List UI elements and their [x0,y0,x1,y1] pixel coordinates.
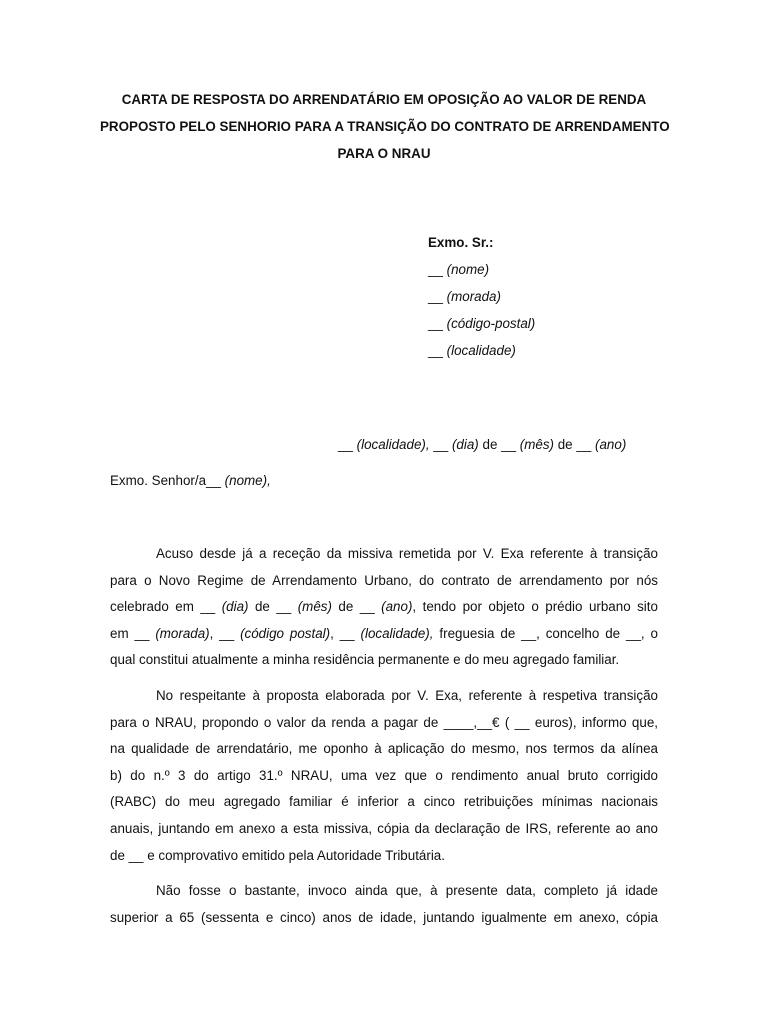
paragraph-1-line-5: qual constitui atualmente a minha residência permanente e do meu agregado familiar. [110,652,620,668]
blank: __ [428,343,443,358]
blank: __ [338,437,353,452]
date-month-placeholder: (mês) [519,437,554,452]
postal-code-placeholder: (código postal) [240,625,331,641]
addressee-name-placeholder: (nome) [446,262,490,277]
paragraph-2-line-2: para o NRAU, propondo o valor da renda a pagar de ____,__€ ( __ euros), informo que, [110,714,658,730]
paragraph-1-line-3 [110,594,658,621]
blank: __ [428,316,443,331]
paragraph-1-line-4 [110,621,658,648]
paragraph-2-line-4: b) do n.º 3 do artigo 31.º NRAU, uma vez que o rendimento anual bruto corrigido [110,767,658,783]
date-connector: de [482,437,498,452]
text-segment: freguesia de __, concelho de __, o [439,625,658,641]
month-placeholder: (mês) [297,599,332,615]
date-year-placeholder: (ano) [595,437,627,452]
blank: __ [576,437,592,452]
date-connector: de [557,437,573,452]
addressee-name-line [428,256,535,283]
paragraph-2 [110,683,658,869]
addressee-address-line [428,283,535,310]
date-locality-placeholder: (localidade), [356,437,430,452]
blank: __ [501,437,517,452]
addressee-postal-line [428,310,535,337]
addressee-locality-line [428,337,535,364]
title-line-3: PARA O NRAU [337,146,431,161]
text-segment: de __ [338,599,375,615]
text-segment: , __ [330,625,355,641]
paragraph-2-line-3: na qualidade de arrendatário, me oponho à aplicação do mesmo, nos termos da alínea [110,741,658,757]
paragraph-3 [110,878,658,931]
paragraph-3-line-2: superior a 65 (sessenta e cinco) anos de idade, juntando igualmente em anexo, cópia [110,909,658,925]
title-line-2: PROPOSTO PELO SENHORIO PARA A TRANSIÇÃO DO CONTRATO DE ARRENDAMENTO [100,119,670,134]
letter-body [110,541,658,940]
blank: __ [428,262,443,277]
addressee-locality-placeholder: (localidade) [446,343,516,358]
paragraph-2-line-5: (RABC) do meu agregado familiar é inferior a cinco retribuições mínimas nacionais [110,794,658,810]
locality-placeholder: (localidade), [360,625,434,641]
date-day-placeholder: (dia) [451,437,479,452]
paragraph-1-line-1: Acuso desde já a receção da missiva remetida por V. Exa referente à transição [156,546,658,561]
paragraph-2-line-7: de __ e comprovativo emitido pela Autoridade Tributária. [110,847,445,863]
text-segment: em __ [110,625,150,641]
paragraph-2-line-1: No respeitante à proposta elaborada por V. Exa, referente à respetiva transição [156,687,658,703]
salutation [110,469,271,493]
addressee-block [428,229,535,364]
addressee-postal-placeholder: (código-postal) [446,316,536,331]
addressee-heading: Exmo. Sr.: [428,235,494,250]
paragraph-1 [110,541,658,674]
blank: __ [433,437,449,452]
date-line [338,433,626,457]
title-line-1: CARTA DE RESPOSTA DO ARRENDATÁRIO EM OPOSIÇÃO AO VALOR DE RENDA [121,92,647,107]
text-segment: , tendo por objeto o prédio urbano sito [412,599,658,615]
paragraph-3-line-1: Não fosse o bastante, invoco ainda que, à presente data, completo já idade [156,883,658,899]
day-placeholder: (dia) [221,599,249,615]
salutation-name-placeholder: (nome), [224,473,271,488]
text-segment: , __ [209,625,235,641]
year-placeholder: (ano) [381,599,413,615]
addressee-address-placeholder: (morada) [446,289,501,304]
text-segment: de __ [254,599,292,615]
paragraph-2-line-6: anuais, juntando em anexo a esta missiva, cópia da declaração de IRS, referente ao ano [110,820,658,836]
salutation-prefix: Exmo. Senhor/a__ [110,473,221,488]
address-placeholder: (morada) [155,625,210,641]
text-segment: celebrado em __ [110,599,216,615]
paragraph-1-line-2: para o Novo Regime de Arrendamento Urbano, do contrato de arrendamento por nós [110,572,658,588]
blank: __ [428,289,443,304]
document-title [100,86,668,167]
